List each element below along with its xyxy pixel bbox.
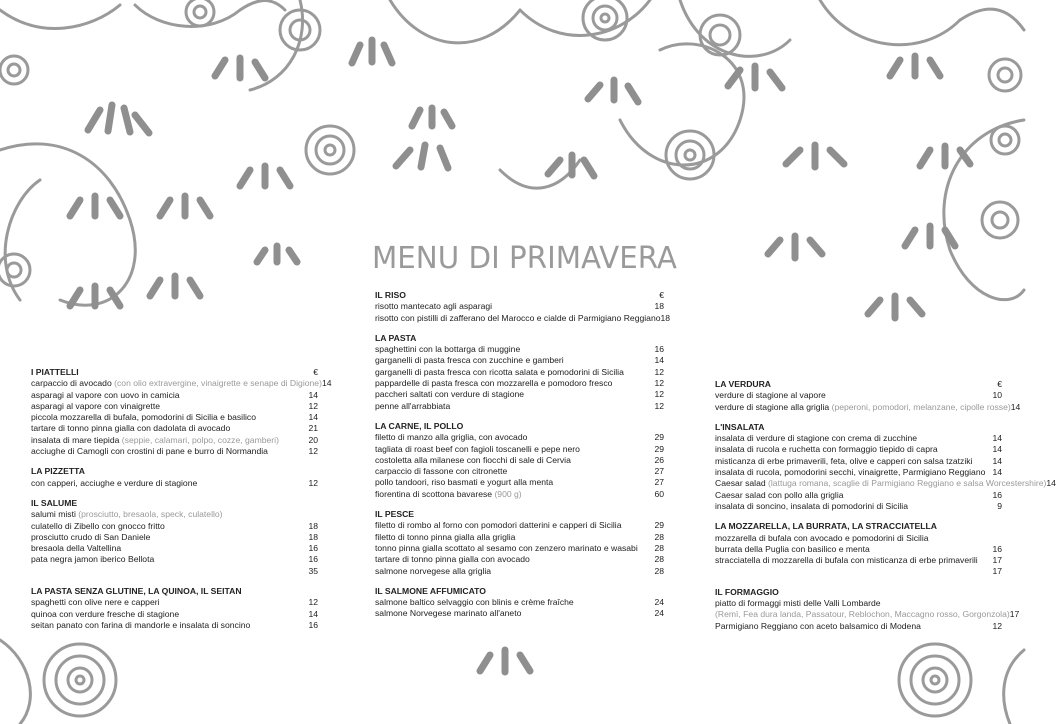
dish-name: pata negra jamon iberico Bellota	[31, 554, 155, 565]
menu-item-name	[31, 401, 296, 412]
menu-item-name	[715, 501, 980, 512]
dish-name: seitan panato con farina di mandorle e insalata di soncino	[31, 619, 251, 630]
menu-item	[31, 378, 332, 389]
menu-section	[715, 421, 1056, 512]
menu-item-price: 29	[654, 443, 664, 454]
section-title: LA VERDURA	[715, 379, 772, 389]
menu-item-price: 12	[654, 400, 664, 411]
section-title: IL RISO	[375, 290, 406, 300]
currency-symbol	[296, 498, 318, 509]
dish-name: risotto mantecato agli asparagi	[375, 301, 493, 312]
menu-item-name	[375, 455, 642, 466]
menu-item	[375, 554, 664, 565]
menu-item	[31, 401, 318, 412]
menu-item-name	[715, 533, 980, 544]
section-heading	[715, 587, 1002, 598]
dish-name: insalata di mare tiepida	[31, 434, 120, 445]
dish-name: pappardelle di pasta fresca con mozzarella e pomodoro fresco	[375, 378, 613, 389]
menu-item-price: 29	[654, 432, 664, 443]
section-heading	[715, 422, 1002, 433]
menu-item-name	[375, 367, 642, 378]
menu-section	[375, 421, 664, 500]
menu-item-price: 14	[321, 378, 332, 389]
menu-section	[31, 367, 332, 457]
menu-item-name	[715, 402, 1011, 413]
currency-symbol	[642, 509, 664, 520]
menu-item-name	[31, 509, 296, 520]
section-title: IL SALUME	[31, 497, 78, 508]
menu-item	[31, 446, 318, 457]
dish-name: misticanza di erbe primaverili, feta, olive e capperi con salsa tzatziki	[715, 455, 973, 466]
menu-item-price: 28	[654, 542, 664, 553]
menu-item	[375, 466, 664, 477]
menu-item-name	[31, 543, 296, 554]
menu-item	[715, 555, 1002, 566]
menu-item-name	[31, 620, 296, 631]
menu-item-price: 14	[992, 444, 1002, 455]
dish-name: tagliata di roast beef con fagioli toscanelli e pepe nero	[375, 443, 580, 454]
menu-item-price: 17	[992, 555, 1002, 566]
menu-item-price: 16	[992, 489, 1002, 500]
menu-item-price: 28	[654, 554, 664, 565]
menu-item	[31, 521, 318, 532]
currency-symbol	[296, 586, 318, 597]
menu-item-price: 18	[308, 520, 318, 531]
menu-section	[375, 333, 664, 412]
menu-item-name	[375, 466, 642, 477]
dish-name: tonno pinna gialla scottato al sesamo con zenzero marinato e wasabi	[375, 542, 638, 553]
dish-name: spaghetti con olive nere e capperi	[31, 597, 160, 608]
menu-item-name	[715, 609, 1010, 620]
dish-name: salmone Norvegese marinato all'aneto	[375, 608, 522, 619]
menu-item	[375, 344, 664, 355]
menu-section	[715, 586, 1020, 632]
section-title: IL SALMONE AFFUMICATO	[375, 585, 486, 596]
dish-name: insalata di verdure di stagione con crema di zucchine	[715, 433, 918, 444]
menu-item	[715, 444, 1002, 455]
menu-item-name	[375, 543, 642, 554]
dish-name: pollo tandoori, riso basmati e yogurt alla menta	[375, 477, 554, 488]
menu-item	[31, 435, 318, 446]
menu-item-name	[31, 609, 296, 620]
menu-item-name	[715, 621, 980, 632]
dish-name: burrata della Puglia con basilico e menta	[715, 543, 870, 554]
menu-item	[375, 532, 664, 543]
menu-item	[375, 367, 664, 378]
dish-name: penne all'arrabbiata	[375, 400, 451, 411]
dish-name: filetto di tonno pinna gialla alla griglia	[375, 531, 516, 542]
menu-item-price: 29	[654, 520, 664, 531]
menu-item	[31, 412, 318, 423]
menu-item-price: 14	[992, 433, 1002, 444]
menu-item-price: 16	[308, 619, 318, 630]
menu-item-name	[715, 433, 980, 444]
menu-item-price: 14	[1046, 478, 1056, 489]
menu-item-name	[375, 566, 642, 577]
menu-item	[715, 598, 1002, 609]
menu-item	[715, 390, 1002, 401]
menu-item-price: 26	[654, 454, 664, 465]
section-title: IL FORMAGGIO	[715, 586, 779, 597]
menu-item	[715, 478, 1056, 489]
menu-item	[31, 478, 318, 489]
dish-note: (con olio extravergine, vinaigrette e senape di Digione)	[114, 378, 322, 389]
section-title: L'INSALATA	[715, 421, 765, 432]
section-title: I PIATTELLI	[31, 367, 79, 377]
menu-item-price: 12	[308, 477, 318, 488]
dish-name: stracciatella di mozzarella di bufala con misticanza di erbe primaverili	[715, 555, 978, 566]
menu-item-name	[375, 344, 642, 355]
menu-item-name	[31, 435, 296, 446]
menu-item-name	[31, 390, 296, 401]
dish-name: salmone norvegese alla griglia	[375, 565, 492, 576]
dish-note: (Remì, Fea dura landa, Passatour, Reblochon, Maccagno rosso, Gorgonzola)	[715, 609, 1010, 620]
dish-name: piatto di formaggi misti delle Valli Lombarde	[715, 598, 881, 609]
menu-item-price: 14	[308, 412, 318, 423]
section-heading	[715, 521, 1002, 532]
currency-symbol	[642, 333, 664, 344]
dish-name: insalata di rucola, pomodorini secchi, vinaigrette, Parmigiano Reggiano	[715, 467, 986, 478]
section-heading	[31, 466, 318, 477]
menu-item	[31, 554, 318, 565]
currency-symbol	[642, 421, 664, 432]
menu-section	[31, 498, 318, 577]
menu-item	[715, 566, 1002, 577]
currency-symbol	[980, 587, 1002, 598]
section-heading	[375, 586, 664, 597]
dish-name: carpaccio di fassone con citronette	[375, 466, 508, 477]
menu-item-price: 12	[308, 597, 318, 608]
section-title: LA PASTA	[375, 332, 417, 343]
currency-symbol	[980, 521, 1002, 532]
menu-item-price	[980, 533, 1002, 544]
menu-section	[31, 586, 318, 631]
dish-name: Parmigiano Reggiano con aceto balsamico di Modena	[715, 620, 921, 631]
menu-item-price: 20	[308, 434, 318, 445]
menu-item-price: 28	[654, 565, 664, 576]
menu-item-name	[715, 544, 980, 555]
menu-item-name	[31, 412, 296, 423]
dish-name: tartare di tonno pinna gialla con avocado	[375, 554, 530, 565]
menu-item	[31, 423, 318, 434]
menu-item-price: 16	[992, 543, 1002, 554]
dish-name: culatello di Zibello con gnocco fritto	[31, 520, 165, 531]
menu-column-left	[31, 367, 332, 640]
menu-item-name	[375, 520, 642, 531]
currency-symbol: €	[997, 379, 1002, 389]
dish-name: salumi misti	[31, 509, 76, 520]
menu-item	[31, 532, 318, 543]
menu-item-name	[375, 532, 642, 543]
dish-name: filetto di rombo al forno con pomodori datterini e capperi di Sicilia	[375, 520, 622, 531]
menu-item-name	[715, 390, 980, 401]
menu-item	[31, 543, 318, 554]
menu-item-name	[375, 608, 642, 619]
menu-item-price: 27	[654, 477, 664, 488]
menu-item-price: 28	[654, 531, 664, 542]
menu-section	[715, 379, 1021, 413]
menu-item-name	[375, 401, 642, 412]
menu-item-name	[375, 313, 661, 324]
menu-column-center	[375, 290, 671, 629]
dish-note: (prosciutto, bresaola, speck, culatello)	[78, 509, 223, 520]
menu-item	[31, 597, 318, 608]
menu-item	[715, 609, 1020, 620]
dish-name: acciughe di Camogli con crostini di pane e burro di Normandia	[31, 446, 268, 457]
menu-item-name	[31, 446, 296, 457]
menu-item-name	[715, 566, 980, 577]
dish-name: bresaola della Valtellina	[31, 543, 122, 554]
menu-item-name	[375, 489, 642, 500]
menu-item	[375, 401, 664, 412]
section-heading	[715, 379, 1002, 390]
section-title: LA PIZZETTA	[31, 466, 85, 477]
menu-section	[715, 521, 1002, 577]
dish-name: asparagi al vapore con vinaigrette	[31, 400, 160, 411]
menu-item	[375, 355, 664, 366]
dish-name: piccola mozzarella di bufala, pomodorini di Sicilia e basilico	[31, 412, 256, 423]
menu-item	[375, 301, 664, 312]
menu-item-name	[31, 378, 322, 389]
dish-name: quinoa con verdure fresche di stagione	[31, 608, 180, 619]
dish-note: (peperoni, pomodori, melanzane, cipolle rosse)	[831, 401, 1011, 412]
menu-item-price: 12	[654, 378, 664, 389]
menu-section	[31, 466, 318, 489]
menu-item	[375, 444, 664, 455]
menu-item-name	[375, 597, 642, 608]
menu-item-name	[31, 521, 296, 532]
menu-item	[375, 597, 664, 608]
menu-item-price: 17	[1009, 609, 1020, 620]
menu-item	[31, 509, 318, 520]
menu-item-name	[375, 444, 642, 455]
menu-item-price: 9	[997, 500, 1002, 511]
menu-item-price: 24	[654, 608, 664, 619]
menu-item	[375, 489, 664, 500]
section-heading	[375, 509, 664, 520]
menu-item-name	[31, 478, 296, 489]
menu-column-right	[715, 379, 1056, 641]
menu-item	[715, 456, 1002, 467]
menu-item-price	[296, 509, 318, 520]
currency-symbol	[642, 586, 664, 597]
menu-item	[31, 609, 318, 620]
dish-name: costoletta alla milanese con fiocchi di sale di Cervia	[375, 454, 571, 465]
menu-item	[715, 533, 1002, 544]
section-title: IL PESCE	[375, 509, 415, 520]
dish-name: prosciutto crudo di San Daniele	[31, 531, 151, 542]
menu-item	[375, 566, 664, 577]
section-heading	[31, 586, 318, 597]
dish-name: fiorentina di scottona bavarese	[375, 488, 493, 499]
dish-name: garganelli di pasta fresca con zucchine e gamberi	[375, 355, 564, 366]
menu-item-name	[715, 490, 980, 501]
dish-note: (seppie, calamari, polpo, cozze, gamberi)	[121, 434, 279, 445]
menu-item-name	[375, 477, 642, 488]
menu-item	[715, 544, 1002, 555]
currency-symbol	[296, 466, 318, 477]
dish-name: garganelli di pasta fresca con ricotta salata e pomodorini di Sicilia	[375, 366, 624, 377]
dish-name: carpaccio di avocado	[31, 378, 112, 389]
menu-item-price: 14	[992, 455, 1002, 466]
menu-item-price: 10	[992, 390, 1002, 401]
menu-item-price: 35	[308, 565, 318, 576]
menu-item-price: 16	[654, 344, 664, 355]
dish-name: verdure di stagione alla griglia	[715, 401, 830, 412]
menu-item-price: 21	[308, 423, 318, 434]
menu-item-price: 16	[308, 554, 318, 565]
menu-item-name	[375, 432, 642, 443]
menu-section	[375, 509, 664, 577]
menu-item	[375, 389, 664, 400]
dish-name: con capperi, acciughe e verdure di stagione	[31, 477, 198, 488]
menu-item	[715, 433, 1002, 444]
dish-name: insalata di rucola e ruchetta con formaggio tiepido di capra	[715, 444, 938, 455]
section-heading	[375, 290, 664, 301]
menu-item-name	[715, 467, 985, 478]
menu-item	[715, 621, 1002, 632]
menu-item-name	[375, 355, 642, 366]
dish-name: verdure di stagione al vapore	[715, 390, 826, 401]
dish-note: (900 g)	[494, 488, 522, 499]
menu-item	[375, 312, 671, 324]
menu-item-price	[980, 598, 1002, 609]
svg-text:MENU DI PRIMAVERA: MENU DI PRIMAVERA	[372, 241, 678, 276]
menu-item	[31, 566, 318, 577]
currency-symbol	[980, 422, 1002, 433]
menu-item	[375, 608, 664, 619]
menu-item	[375, 520, 664, 531]
menu-item	[715, 467, 1002, 478]
menu-item	[715, 501, 1002, 512]
menu-item-price: 27	[654, 466, 664, 477]
menu-item	[715, 490, 1002, 501]
section-heading	[375, 333, 664, 344]
menu-item	[715, 401, 1021, 413]
menu-item-price: 16	[308, 543, 318, 554]
menu-item-name	[31, 554, 296, 565]
dish-name: Caesar salad con pollo alla griglia	[715, 489, 844, 500]
menu-item-name	[715, 598, 980, 609]
menu-section	[375, 290, 671, 324]
menu-item-name	[375, 378, 642, 389]
menu-item-price: 14	[308, 389, 318, 400]
dish-name: insalata di soncino, insalata di pomodorini di Sicilia	[715, 500, 908, 511]
dish-name: spaghettini con la bottarga di muggine	[375, 344, 521, 355]
menu-section	[375, 586, 664, 620]
menu-item	[31, 390, 318, 401]
menu-item-name	[715, 555, 980, 566]
menu-item-name	[31, 566, 296, 577]
menu-item-name	[375, 301, 642, 312]
dish-name: paccheri saltati con verdure di stagione	[375, 389, 525, 400]
menu-item-name	[31, 532, 296, 543]
dish-name: Caesar salad	[715, 478, 766, 489]
dish-name: asparagi al vapore con uovo in camicia	[31, 389, 180, 400]
currency-symbol: €	[313, 367, 318, 377]
menu-item-price: 12	[308, 446, 318, 457]
menu-item	[375, 378, 664, 389]
menu-item-price: 18	[308, 531, 318, 542]
menu-item-name	[31, 597, 296, 608]
section-heading	[375, 421, 664, 432]
menu-item	[31, 620, 318, 631]
section-title: LA PASTA SENZA GLUTINE, LA QUINOA, IL SEITAN	[31, 586, 242, 597]
menu-item-name	[715, 478, 1046, 489]
menu-item-price: 12	[654, 366, 664, 377]
section-heading	[31, 367, 318, 378]
menu-item-price: 14	[308, 608, 318, 619]
menu-item-price: 14	[992, 467, 1002, 478]
section-title: LA CARNE, IL POLLO	[375, 420, 464, 431]
dish-name: risotto con pistilli di zafferano del Marocco e cialde di Parmigiano Reggiano	[375, 312, 661, 323]
section-heading	[31, 498, 318, 509]
section-title: LA MOZZARELLA, LA BURRATA, LA STRACCIATELLA	[715, 521, 937, 532]
menu-item-name	[375, 389, 642, 400]
dish-name: mozzarella di bufala con avocado e pomodorini di Sicilia	[715, 532, 929, 543]
menu-item	[375, 543, 664, 554]
menu-item-price: 12	[992, 620, 1002, 631]
menu-item	[375, 455, 664, 466]
dish-name: tartare di tonno pinna gialla con dadolata di avocado	[31, 423, 231, 434]
menu-item-price: 24	[654, 597, 664, 608]
menu-item-price: 18	[654, 301, 664, 312]
menu-item-name	[375, 554, 642, 565]
menu-item-name	[715, 456, 980, 467]
currency-symbol: €	[659, 290, 664, 300]
menu-item-name	[31, 423, 296, 434]
page-title	[372, 236, 682, 276]
menu-item-price: 12	[654, 389, 664, 400]
menu-item-name	[715, 444, 980, 455]
dish-name: salmone baltico selvaggio con blinis e crème fraîche	[375, 597, 574, 608]
dish-note: (lattuga romana, scaglie di Parmigiano Reggiano e salsa Worcestershire)	[768, 478, 1047, 489]
menu-item-price: 17	[992, 566, 1002, 577]
menu-item-price: 12	[308, 400, 318, 411]
menu-item-price: 14	[654, 355, 664, 366]
menu-item-price: 60	[654, 488, 664, 499]
menu-item-price: 14	[1010, 401, 1021, 412]
dish-name: filetto di manzo alla griglia, con avocado	[375, 432, 528, 443]
menu-item-price: 18	[660, 312, 671, 323]
menu-item	[375, 477, 664, 488]
menu-item	[375, 432, 664, 443]
